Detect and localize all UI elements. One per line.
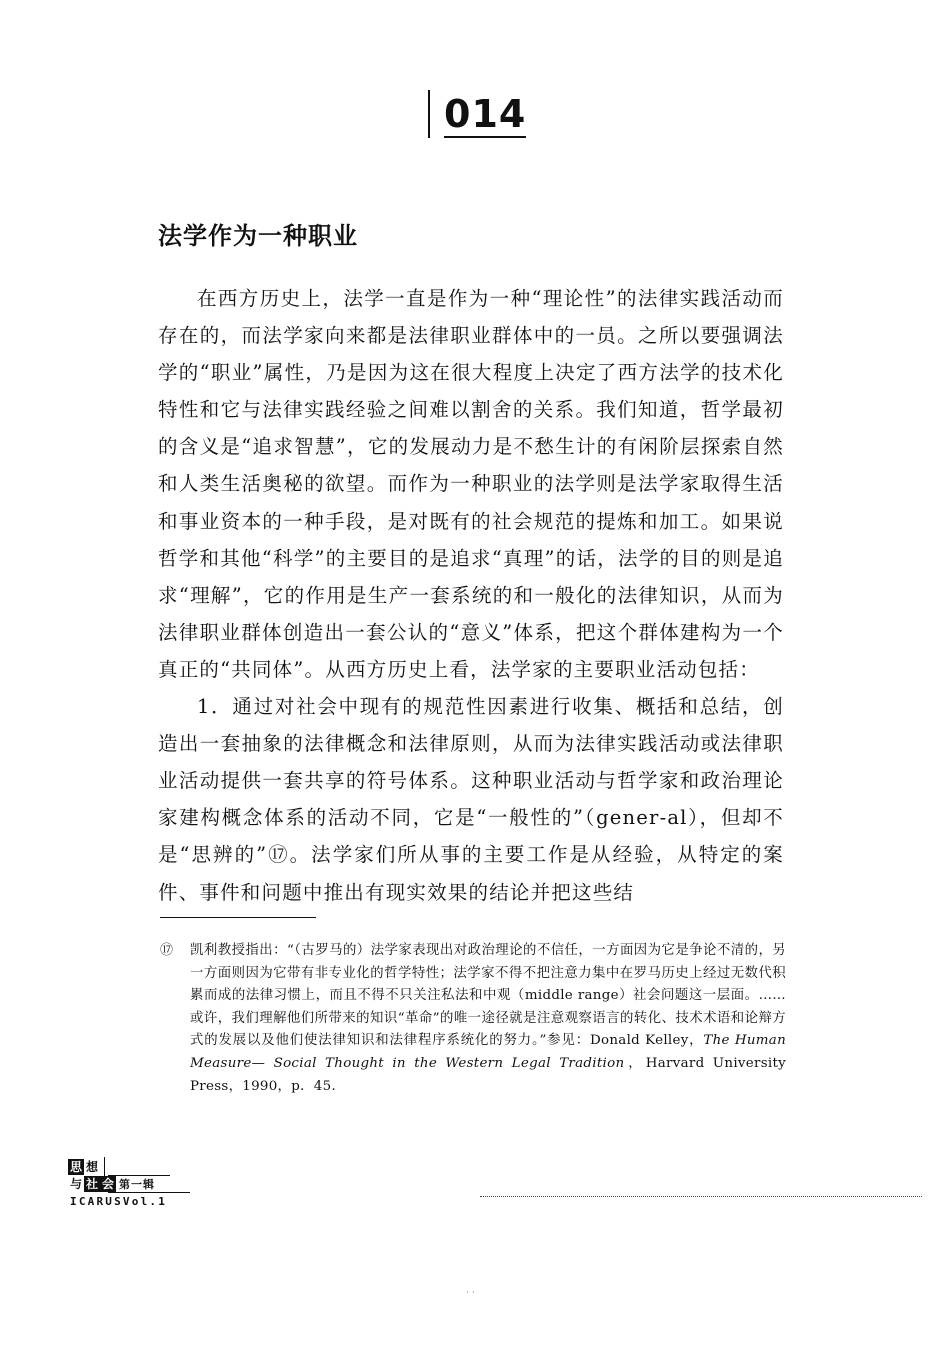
body-text (158, 280, 784, 911)
page-number-bar (428, 90, 430, 138)
logo-volume-en: ICARUSVol.1 (70, 1195, 168, 1208)
page-number: 014 (444, 92, 527, 136)
footnote-mark: ⑰ (160, 943, 174, 958)
logo-row-2 (68, 1176, 155, 1192)
logo-vertical-rule (104, 1157, 105, 1177)
section-title: 法学作为一种职业 (158, 222, 358, 250)
paragraph-intro: 在西方历史上，法学一直是作为一种“理论性”的法律实践活动而存在的，而法学家向来都是法律职业群体中的一员。之所以要强调法学的“职业”属性，乃是因为这在很大程度上决定了西方法学的技术化特性和它与法律实践经验之间难以割舍的关系。我们知道，哲学最初的含义是“追求智慧”，它的发展动力是不愁生计的有闲阶层探索自然和人类生活奥秘的欲望。而作为一种职业的法学则是法学家取得生活和事业资本的一种手段，是对既有的社会规范的提炼和加工。如果说哲学和其他“科学”的主要目的是追求“真理”的话，法学的目的则是追求“理解”，它的作用是生产一套系统的和一般化的法律知识，从而为法律职业群体创造出一套公认的“意义”体系，把这个群体建构为一个真正的“共同体”。从西方历史上看，法学家的主要职业活动包括： (158, 287, 784, 681)
footer-dotted-rule (480, 1196, 922, 1197)
footnote-book-title: The Human Measure— Social Thought in the Western Legal Tradition (190, 1033, 786, 1071)
page-number-block (428, 88, 526, 138)
logo-char-yu: 与 (69, 1177, 82, 1191)
footnote-divider (160, 917, 316, 918)
footnote-text: 凯利教授指出：“（古罗马的）法学家表现出对政治理论的不信任，一方面因为它是争论不清的，另一方面则因为它带有非专业化的哲学特性；法学家不得不把注意力集中在罗马历史上经过无数代积累而成的法律习惯上，而且不得不只关注私法和中观（middle range）社会问题这一层面。……或许，我们理解他们所带来的知识“革命”的唯一途径就是注意观察语言的转化、技术术语和论辩方式的发展以及他们使法律知识和法律程序系统化的努力。”参见：Donald Kelley， (190, 943, 786, 1049)
footnote (160, 940, 786, 1098)
logo-char-hui: 会 (101, 1177, 114, 1191)
logo-volume-cn: 第一辑 (119, 1178, 155, 1191)
journal-logo (68, 1157, 198, 1213)
logo-char-she: 社 (85, 1177, 98, 1191)
paragraph-item-1: 1．通过对社会中现有的规范性因素进行收集、概括和总结，创造出一套抽象的法律概念和法律原则，从而为法律实践活动或法律职业活动提供一套共享的符号体系。这种职业活动与哲学家和政治理论家建构概念体系的活动不同，它是“一般性的”（gener-al），但却不是“思辨的”⑰。法学家们所从事的主要工作是从经验，从特定的案件、事件和问题中推出有现实效果的结论并把这些结 (158, 695, 784, 904)
logo-char-si: 思 (69, 1160, 82, 1174)
logo-underline (108, 1192, 190, 1193)
scan-artifact: ·· (466, 1288, 478, 1298)
footnote-text-end: ，Harvard University Press，1990，p．45． (190, 1055, 786, 1094)
logo-char-xiang: 想 (85, 1160, 98, 1174)
logo-row-1 (68, 1157, 105, 1177)
